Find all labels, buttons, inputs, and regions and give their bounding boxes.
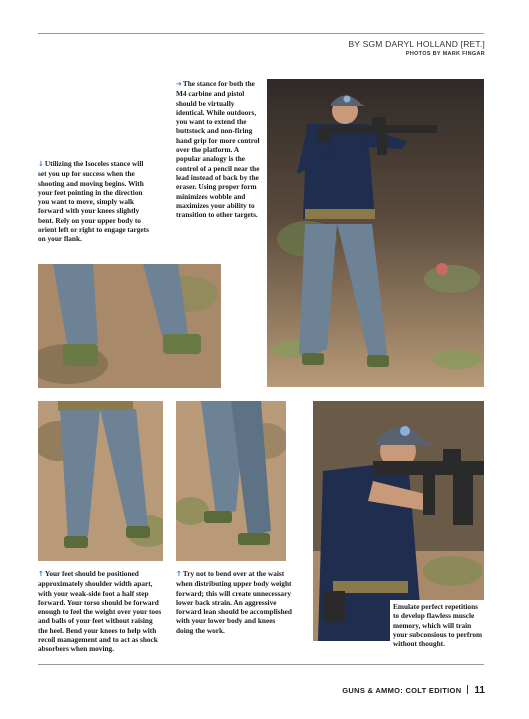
photo-legs-front bbox=[38, 401, 163, 561]
arrow-right-icon: ➔ bbox=[176, 80, 182, 88]
author-credit: BY SGM DARYL HOLLAND [RET.] bbox=[348, 39, 485, 49]
arrow-up-icon: ↑ bbox=[176, 570, 182, 578]
caption-text: Try not to bend over at the waist when distributing upper body weight forward; this will create unnecessary lower back strain. An aggressive forward lean should be accomplished with your lower body and knees doing the work. bbox=[176, 569, 292, 635]
bottom-rule bbox=[38, 664, 484, 665]
photo-rifle-stance bbox=[267, 79, 484, 387]
caption-text: Your feet should be positioned approximately shoulder width apart, with your weak-side foot a half step forward. Your torso should be forward enough to feel the weight over your toes and balls of your feet without raising the heel. Bend your knees to help with recoil management and to act as shock absorbers when moving. bbox=[38, 569, 162, 654]
caption-text: The stance for both the M4 carbine and pistol should be virtually identical. While outdoors, you want to extend the buttstock and non-firing hand grip for more control over the platform. A popular analogy is the control of a pencil near the lead instead of back by the eraser. Using proper form minimizes wobble and maximizes your ability to transition to other targets. bbox=[176, 79, 260, 220]
caption-feet-position bbox=[38, 569, 164, 654]
photo-feet-walking bbox=[38, 264, 221, 388]
caption-bend-waist bbox=[176, 569, 294, 635]
page-number: 11 bbox=[474, 685, 485, 696]
caption-muscle-memory bbox=[390, 600, 488, 650]
caption-isoceles-stance bbox=[38, 159, 150, 244]
arrow-down-icon: ↓ bbox=[38, 160, 44, 168]
photo-legs-side bbox=[176, 401, 286, 561]
footer-divider bbox=[467, 685, 468, 694]
caption-m4-stance bbox=[176, 79, 264, 219]
byline bbox=[348, 39, 485, 57]
caption-text: Utilizing the Isoceles stance will set you up for success when the shooting and moving begins. With your feet pointing in the direction you want to move, simply walk forward with your knees slightly bent. Rely on your upper body to orient left or right to engage targets on your flank. bbox=[38, 159, 149, 244]
arrow-up-icon: ↑ bbox=[38, 570, 44, 578]
caption-text: Emulate perfect repetitions to develop flawless muscle memory, which will train your subconsious to perfrom without thought. bbox=[393, 602, 483, 649]
photo-credit: PHOTOS BY MARK FINGAR bbox=[405, 51, 485, 57]
publication-name: GUNS & AMMO: COLT EDITION bbox=[342, 686, 462, 695]
top-rule bbox=[38, 33, 484, 34]
page-footer bbox=[342, 685, 485, 696]
